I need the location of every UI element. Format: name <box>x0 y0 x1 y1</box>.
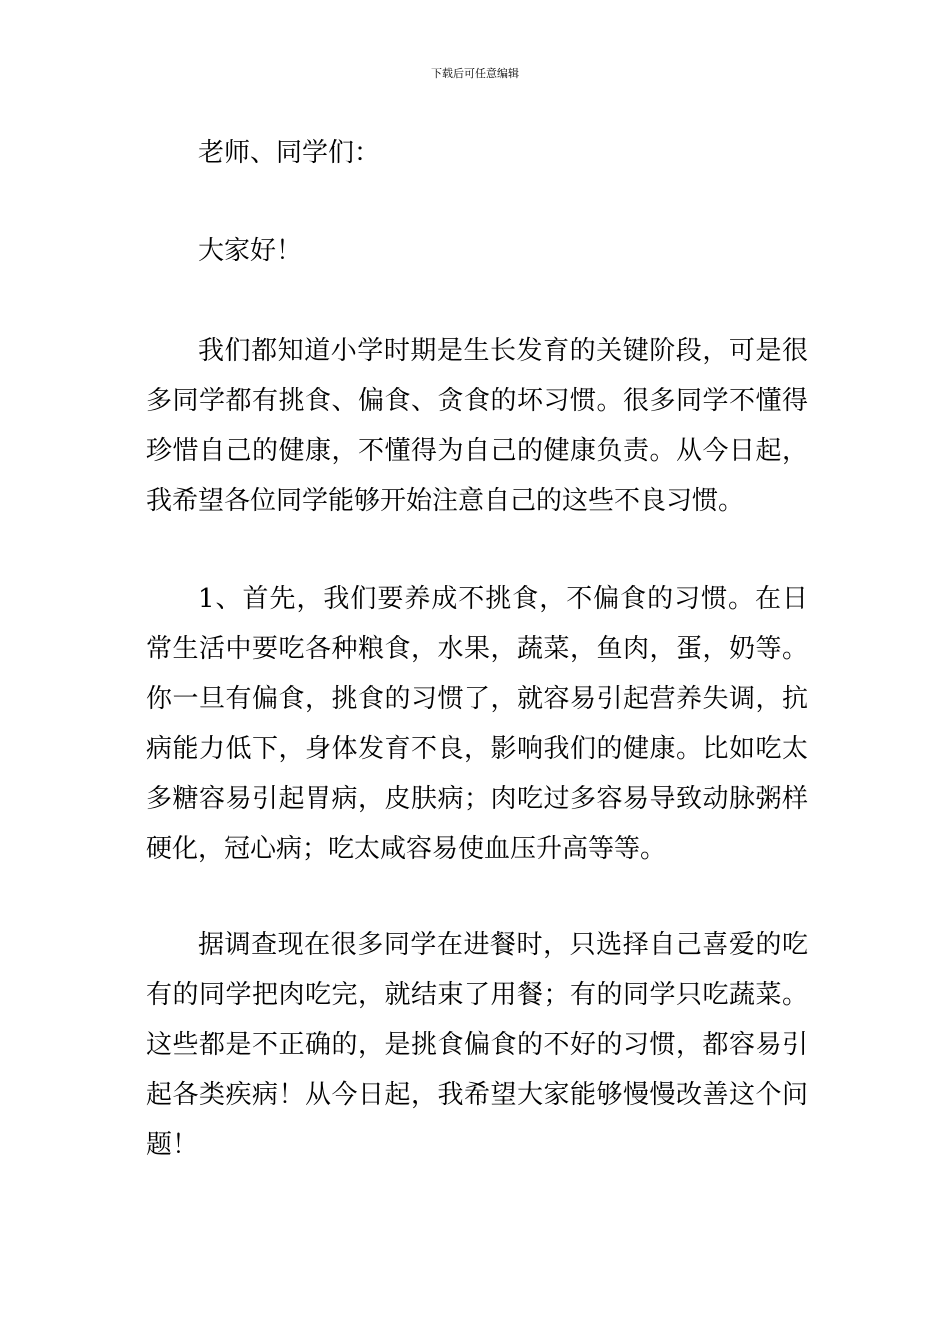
paragraph-survey: 据调查现在很多同学在进餐时，只选择自己喜爱的吃有的同学把肉吃完，就结束了用餐；有的同学只吃蔬菜。这些都是不正确的，是挑食偏食的不好的习惯，都容易引起各类疾病！从今日起，我希望大家能够慢慢改善这个问题！ <box>146 930 808 1160</box>
page-header-note: 下载后可任意编辑 <box>431 67 519 80</box>
greeting-line: 老师、同学们： <box>198 138 381 168</box>
paragraph-point-one: 1、首先，我们要养成不挑食，不偏食的习惯。在日常生活中要吃各种粮食，水果，蔬菜，鱼肉，蛋，奶等。你一旦有偏食，挑食的习惯了，就容易引起营养失调，抗病能力低下，身体发育不良，影响我们的健康。比如吃太多糖容易引起胃病，皮肤病；肉吃过多容易导致动脉粥样硬化，冠心病；吃太咸容易使血压升高等等。 <box>146 584 808 864</box>
hello-line: 大家好！ <box>198 236 303 266</box>
paragraph-intro: 我们都知道小学时期是生长发育的关键阶段，可是很多同学都有挑食、偏食、贪食的坏习惯。很多同学不懂得珍惜自己的健康，不懂得为自己的健康负责。从今日起，我希望各位同学能够开始注意自己的这些不良习惯。 <box>146 336 808 516</box>
